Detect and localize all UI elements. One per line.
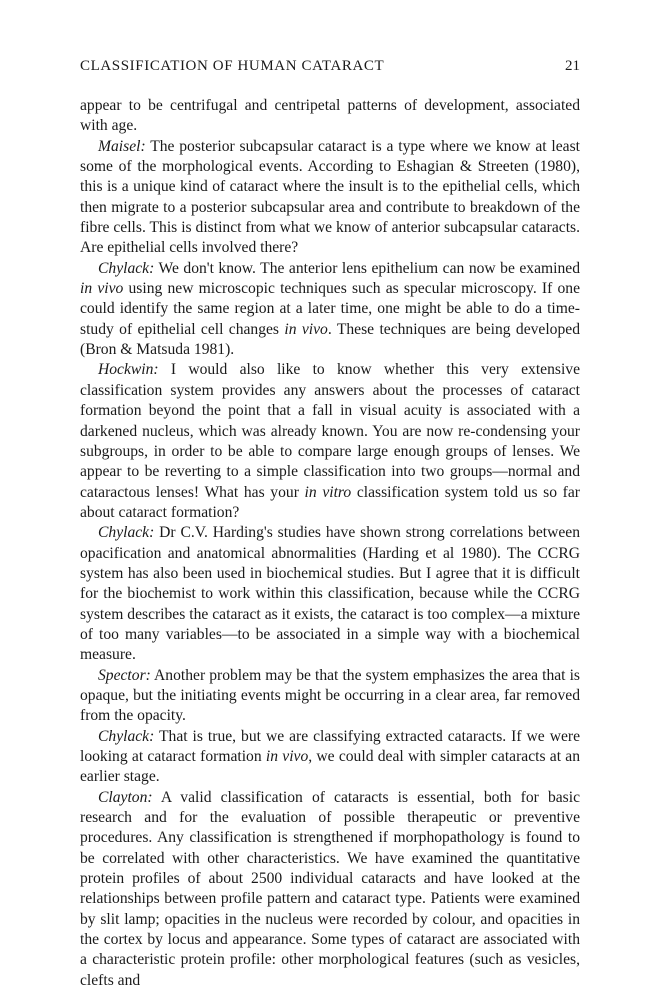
- running-head: [80, 58, 580, 82]
- paragraph-text: using new microscopic techniques such as specular microscopy. If one could identify the same region at a later time, one might be able to do a time-study of epithelial cell changes: [80, 280, 581, 338]
- italic-term: in vivo: [80, 280, 124, 298]
- paragraph-text: . These techniques are being developed (Bron & Matsuda 1981).: [80, 320, 580, 359]
- italic-term: in vivo: [265, 748, 309, 765]
- paragraph-text: A valid classification of cataracts is essential, both for basic research and for the evaluation of possible therapeutic or preventive procedures. Any classification is strengthened if morphopathology is found to be correlated with other characteristics. We have examined the quantitative protein profiles of about 2500 individual cataracts and have looked at the relationships between profile pattern and cataract type. Patients were examined by slit lamp; opacities in the nucleus were recorded by colour, and opacities in the cortex by locus and appearance. Some types of cataract are associated with a characteristic protein profile: other morphological features (such as vesicles, clefts and: [80, 788, 580, 989]
- speaker-name: Chylack:: [98, 524, 155, 542]
- speaker-name: Chylack:: [98, 259, 155, 277]
- paragraph-maisel: [80, 137, 580, 259]
- body-text: [80, 96, 580, 991]
- paragraph-chylack-2: [80, 523, 580, 665]
- paragraph-text: I would also like to know whether this very extensive classification system provides any answers about the processes of cataract formation beyond the point that a fall in visual acuity is associated with a darkened nucleus, which was already known. You are now re-condensing your subgroups, in order to be able to compare large enough groups of lenses. We appear to be reverting to a simple classification into two groups—normal and cataractous lenses! What has your: [80, 361, 580, 501]
- speaker-name: Clayton:: [98, 788, 153, 806]
- paragraph-continuation: [80, 96, 580, 137]
- speaker-name: Spector:: [98, 666, 151, 684]
- italic-term: in vivo: [284, 320, 328, 338]
- paragraph-text: , we could deal with simpler cataracts at an earlier stage.: [80, 748, 581, 786]
- paragraph-text: appear to be centrifugal and centripetal patterns of development, associated with age.: [80, 97, 580, 135]
- paragraph-text: We don't know. The anterior lens epithelium can now be examined: [154, 259, 580, 277]
- paragraph-chylack-1: [80, 259, 580, 361]
- paragraph-text: classification system told us so far about cataract formation?: [80, 483, 580, 521]
- paragraph-text: Another problem may be that the system emphasizes the area that is opaque, but the initiating events might be occurring in a clear area, far removed from the opacity.: [80, 666, 580, 725]
- paragraph-text: Dr C.V. Harding's studies have shown strong correlations between opacification and anatomical abnormalities (Harding et al 1980). The CCRG system has also been used in biochemical studies. But I agree that it is difficult for the biochemist to work within this classification, because while the CCRG system describes the cataract as it exists, the cataract is too complex—a mixture of too many variables—to be associated in a simple way with a biochemical measure.: [80, 524, 580, 664]
- paragraph-clayton: [80, 788, 580, 991]
- paragraph-chylack-3: [80, 727, 580, 788]
- paragraph-text: That is true, but we are classifying extracted cataracts. If we were looking at cataract formation: [80, 727, 580, 765]
- italic-term: in vitro: [304, 483, 352, 501]
- speaker-name: Chylack:: [98, 727, 155, 745]
- paragraph-text: The posterior subcapsular cataract is a type where we know at least some of the morphological events. According to Eshagian & Streeten (1980), this is a unique kind of cataract where the insult is to the epithelial cells, which then migrate to a posterior subcapsular area and contribute to breakdown of the fibre cells. This is distinct from what we know of anterior subcapsular cataracts. Are epithelial cells involved there?: [80, 137, 580, 257]
- page-number: 21: [565, 58, 580, 74]
- speaker-name: Maisel:: [98, 137, 146, 155]
- paragraph-hockwin: [80, 360, 580, 523]
- paragraph-spector: [80, 666, 580, 727]
- running-title: CLASSIFICATION OF HUMAN CATARACT: [80, 58, 385, 74]
- speaker-name: Hockwin:: [98, 361, 159, 379]
